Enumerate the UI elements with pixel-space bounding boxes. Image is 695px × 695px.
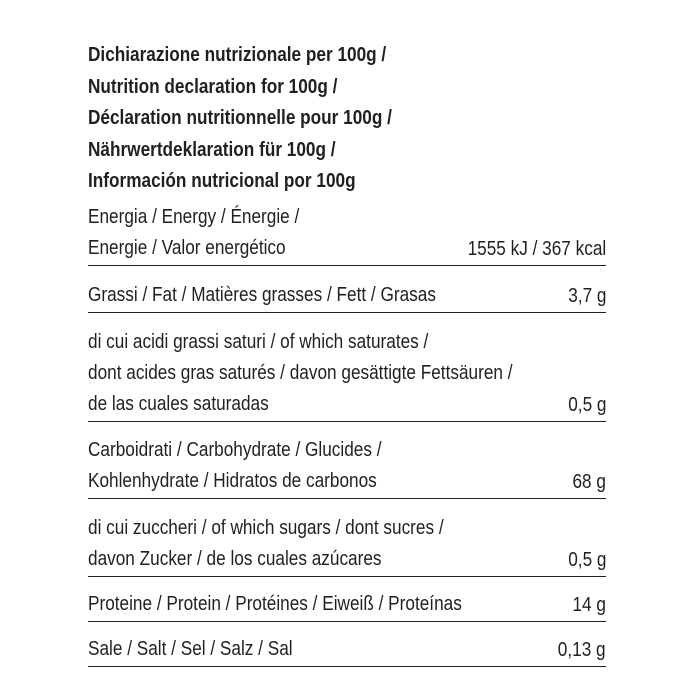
row-value: 0,13 g [558, 638, 606, 661]
nutrition-table [88, 40, 606, 667]
row-carbohydrate [88, 435, 606, 499]
label-line: davon Zucker / de los cuales azúcares [88, 547, 382, 570]
row-value: 14 g [572, 593, 606, 616]
label-line: di cui acidi grassi saturi / of which saturates / [88, 330, 429, 353]
label-line: de las cuales saturadas [88, 392, 269, 415]
row-salt [88, 634, 606, 667]
row-value: 1555 kJ / 367 kcal [467, 237, 606, 260]
row-label [88, 202, 299, 264]
row-energy [88, 202, 606, 266]
label-line: Energie / Valor energético [88, 236, 286, 259]
header-line-en: Nutrition declaration for 100g / [88, 75, 338, 98]
row-protein [88, 589, 606, 622]
row-label [88, 513, 444, 575]
label-line: dont acides gras saturés / davon gesättigte Fettsäuren / [88, 361, 513, 384]
row-fat [88, 280, 606, 313]
header-line-es: Información nutricional por 100g [88, 170, 356, 192]
label-line: Carboidrati / Carbohydrate / Glucides / [88, 438, 382, 461]
nutrition-header [88, 40, 604, 198]
row-label [88, 589, 462, 620]
label-line: Proteine / Protein / Protéines / Eiweiß / Proteínas [88, 592, 462, 615]
row-label [88, 435, 382, 497]
label-line: Energia / Energy / Énergie / [88, 205, 300, 228]
label-line: Grassi / Fat / Matières grasses / Fett / Grasas [88, 283, 436, 306]
label-line: di cui zuccheri / of which sugars / dont sucres / [88, 516, 444, 539]
row-sugars [88, 513, 606, 577]
row-saturates [88, 327, 606, 422]
row-value: 0,5 g [567, 393, 606, 416]
row-label [88, 634, 293, 665]
row-value: 0,5 g [567, 548, 606, 571]
header-line-fr: Déclaration nutritionnelle pour 100g / [88, 107, 392, 129]
row-label [88, 280, 436, 311]
label-line: Sale / Salt / Sel / Salz / Sal [88, 637, 293, 660]
header-line-it: Dichiarazione nutrizionale per 100g / [88, 44, 387, 66]
row-value: 3,7 g [567, 284, 606, 307]
label-line: Kohlenhydrate / Hidratos de carbonos [88, 469, 377, 492]
row-label [88, 327, 513, 420]
row-value: 68 g [572, 470, 606, 493]
header-line-de: Nährwertdeklaration für 100g / [88, 138, 336, 161]
